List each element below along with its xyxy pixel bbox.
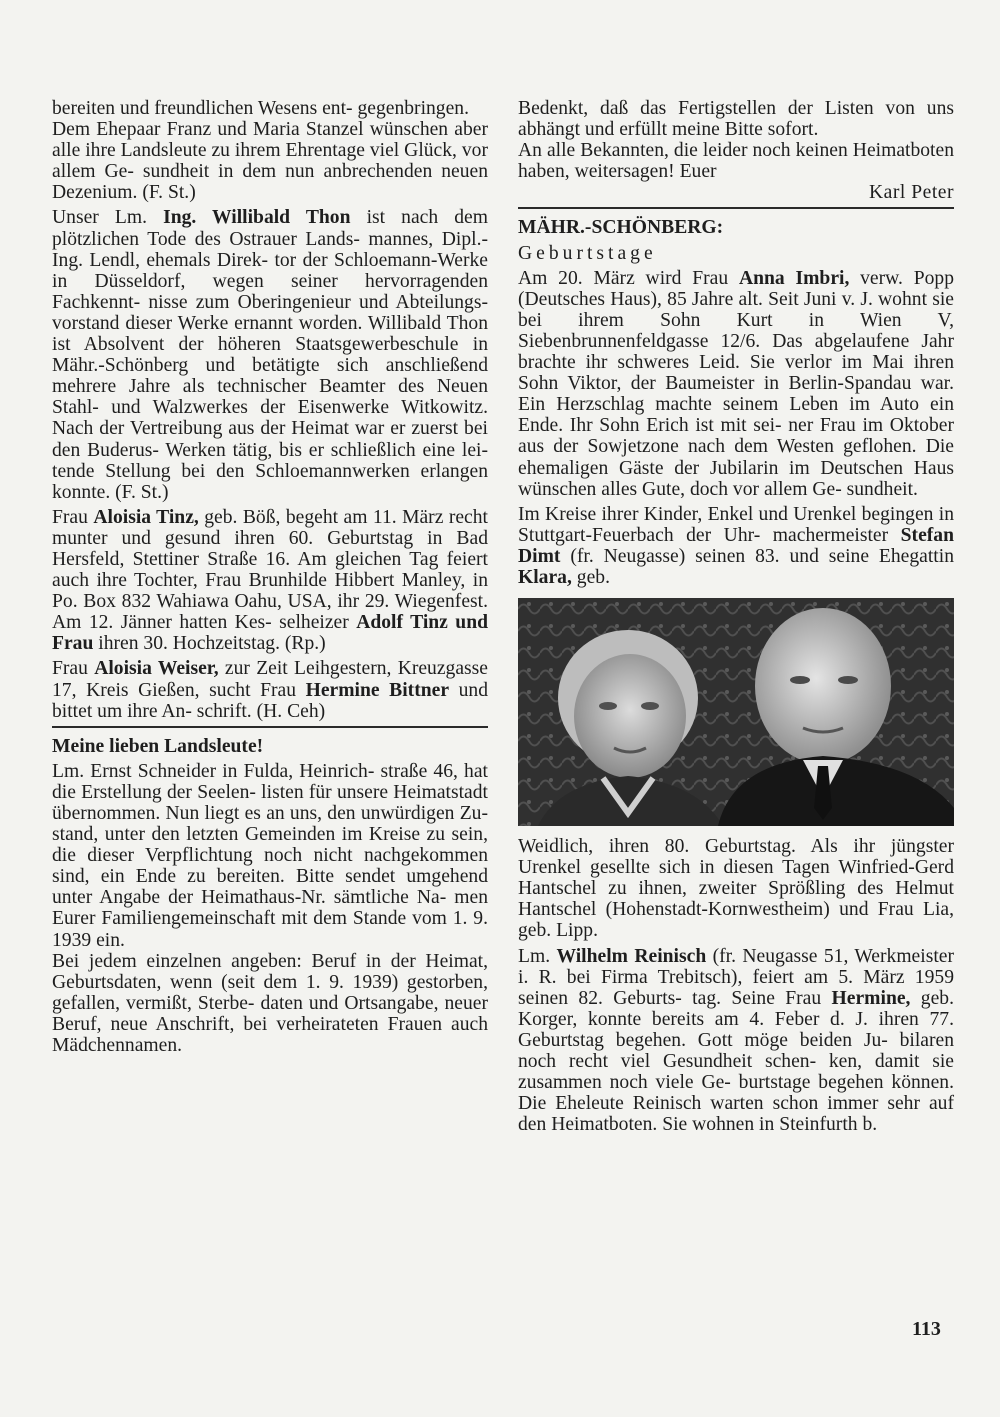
paragraph-tinz: Frau Aloisia Tinz, geb. Böß, begeht am 11. März recht munter und gesund ihren 60. Geburtstag in Bad Hersfeld, Stettiner Straße 16. Am gleichen Tag feiert auch ihre Tochter, Frau Brunhilde Hibbert Manley, in Po. Box 832 Wahiawa Oahu, USA, ihr 29. Wiegenfest. Am 12. Jänner hatten Kes- selheizer Adolf Tinz und Frau ihren 30. Hochzeitstag. (Rp.): [52, 506, 488, 655]
paragraph-weidlich: Weidlich, ihren 80. Geburtstag. Als ihr jüngster Urenkel gesellte sich in diesen Tagen Winfried-Gerd Hantschel zu ihnen, zweiter Sprößling des Helmut Hantschel (Hohenstadt-Kornwestheim) und Frau Lia, geb. Lipp.: [518, 836, 954, 942]
paragraph-bekannten: An alle Bekannten, die leider noch keinen Heimatboten haben, weitersagen! Euer: [518, 140, 954, 183]
paragraph-seelenlisten: Lm. Ernst Schneider in Fulda, Heinrich- straße 46, hat die Erstellung der Seelen- listen für unsere Heimatstadt übernommen. Nun liegt es an uns, den unwürdigen Zu- stand, unter den letzten Gemeinden im Kreise zu sein, die dieser Verpflichtung noch nicht nachgekommen sind, ein Ende zu bereiten. Bitte sendet umgehend unter Angabe der Heimathaus-Nr. sämtliche Na- men Eurer Familiengemeinschaft mit dem Stande vom 1. 9. 1939 ein.: [52, 760, 488, 951]
paragraph-bedenkt: Bedenkt, daß das Fertigstellen der Listen von uns abhängt und erfüllt meine Bitte sofort.: [518, 98, 954, 141]
couple-photo: [518, 598, 954, 826]
section-divider: [518, 207, 954, 209]
paragraph-thon: Unser Lm. Ing. Willibald Thon ist nach dem plötzlichen Tode des Ostrauer Lands- mannes, Dipl.-Ing. Lendl, ehemals Direk- tor der Schloemann-Werke in Düsseldorf, wegen seiner hervorragenden Fachkennt- nisse zum Oberingenieur und Abteilungs- vorstand dieser Werke ernannt worden. Willibald Thon ist Absolvent der höheren Staatsgewerbeschule in Mähr.-Schönberg und betätigte sich anschließend mehrere Jahre als technischer Beamter des Neuen Stahl- und Walzwerkes der Eisenwerke Witkowitz. Nach der Vertreibung aus der Heimat war er zuerst bei den Buderus- Werken tätig, bis er schließlich eine lei- tende Stellung bei den Schloemannwerken erlangen konnte. (F. St.): [52, 207, 488, 503]
page-number: 113: [912, 1318, 941, 1340]
paragraph-intro: bereiten und freundlichen Wesens ent- gegenbringen.: [52, 98, 469, 119]
paragraph-imbri: Am 20. März wird Frau Anna Imbri, verw. Popp (Deutsches Haus), 85 Jahre alt. Seit Juni v. J. wohnt sie bei ihrem Sohn Kurt in Wien V, Siebenbrunnenfeldgasse 12/6. Das abgelaufene Jahr brachte ihr schweres Leid. Sie verlor im Mai ihren Sohn Viktor, der Baumeister in Berlin-Spandau war. Ein Herzschlag machte seinem Leben im Auto ein Ende. Ihr Sohn Erich ist mit sei- ner Frau im Oktober aus der Sowjetzone nach dem Westen geflohen. Die ehemaligen Gäste der Jubilarin im Deutschen Haus wünschen alles Gute, doch vor allem Ge- sundheit.: [518, 267, 954, 500]
paragraph-angaben: Bei jedem einzelnen angeben: Beruf in der Heimat, Geburtsdaten, wenn (seit dem 1. 9. 1939) gestorben, gefallen, vermißt, Sterbe- daten und Ortsangabe, neuer Beruf, neue Anschrift, bei verheirateten Frauen auch Mädchennamen.: [52, 950, 488, 1057]
paragraph-stanzel: Dem Ehepaar Franz und Maria Stanzel wünschen aber alle ihre Landsleute zu ihrem Ehrentage viel Glück, vor allem Ge- sundheit in dem nun anbrechenden neuen Dezenium. (F. St.): [52, 119, 488, 204]
paragraph-dimt: Im Kreise ihrer Kinder, Enkel und Urenkel begingen in Stuttgart-Feuerbach der Uhr- machermeister Stefan Dimt (fr. Neugasse) seinen 83. und seine Ehegattin Klara, geb.: [518, 503, 954, 588]
subheading-geburtstage: Geburtstage: [518, 242, 657, 264]
right-column: [518, 98, 954, 1139]
paragraph-reinisch: Lm. Wilhelm Reinisch (fr. Neugasse 51, Werkmeister i. R. bei Firma Trebitsch), feiert am 5. März 1959 seinen 82. Geburts- tag. Seine Frau Hermine, geb. Korger, konnte bereits am 4. Feber d. J. ihren 77. Geburtstag begehen. Gott möge beiden Ju- bilaren noch recht viel Gesundheit schen- ken, damit sie zusammen noch viele Ge- burtstage begehen können. Die Eheleute Reinisch warten schon immer sehr auf den Heimatboten. Sie wohnen in Steinfurth b.: [518, 945, 955, 1136]
section-divider: [52, 726, 488, 728]
section-heading-schoenberg: MÄHR.-SCHÖNBERG:: [518, 217, 724, 239]
signature: Karl Peter: [869, 182, 954, 204]
section-heading-landsleute: Meine lieben Landsleute!: [52, 735, 264, 757]
paragraph-weiser: Frau Aloisia Weiser, zur Zeit Leihgestern, Kreuzgasse 17, Kreis Gießen, sucht Frau Hermine Bittner und bittet um ihre An- schrift. (H. Ceh): [52, 658, 489, 722]
left-column: [52, 98, 488, 1060]
